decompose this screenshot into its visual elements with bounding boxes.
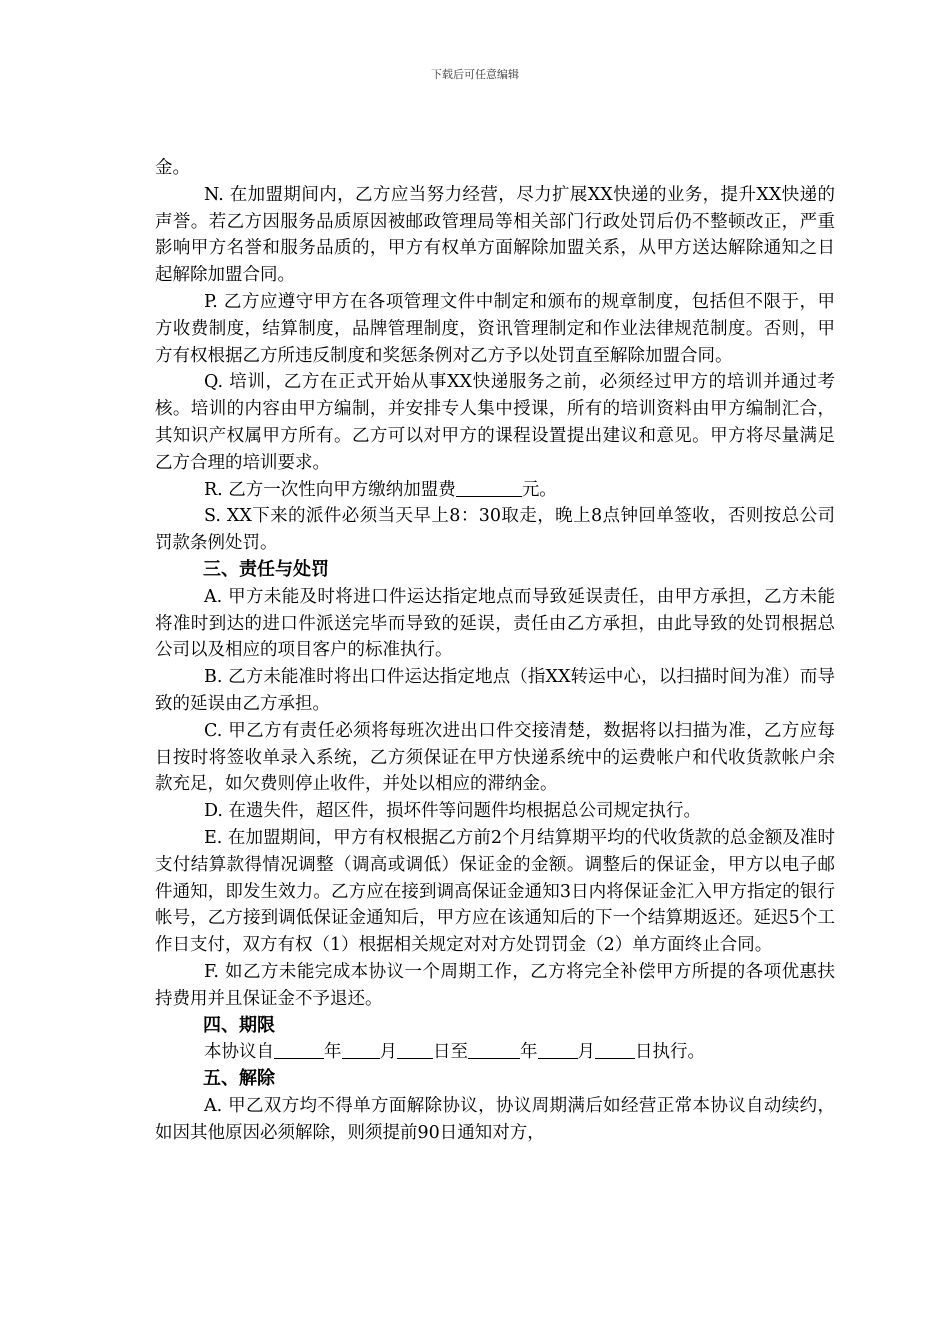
term-text-year2: 年: [520, 1042, 538, 1063]
fee-blank[interactable]: [456, 478, 522, 497]
end-month-blank[interactable]: [538, 1041, 578, 1060]
term-text-start: 本协议自: [204, 1042, 274, 1063]
start-year-blank[interactable]: [274, 1041, 324, 1060]
clause-p: P. 乙方应遵守甲方在各项管理文件中制定和颁布的规章制度，包括但不限于，甲方收费制度，结算制度，品牌管理制度，资讯管理制定和作业法律规范制度。否则，甲方有权根据乙方所违反制度和奖惩条例对乙方予以处罚直至解除加盟合同。: [155, 291, 835, 366]
clause-3d: D. 在遗失件，超区件，损坏件等问题件均根据总公司规定执行。: [204, 801, 702, 822]
term-line: [155, 1039, 835, 1066]
term-text-month: 月: [379, 1042, 397, 1063]
clause-s: S. XX下来的派件必须当天早上8：30取走，晚上8点钟回单签收，否则按总公司罚款条例处罚。: [155, 506, 835, 554]
clause-q: Q. 培训，乙方在正式开始从事XX快递服务之前，必须经过甲方的培训并通过考核。培训的内容由甲方编制，并安排专人集中授课，所有的培训资料由甲方编制汇合，其知识产权属甲方所有。乙方可以对甲方的课程设置提出建议和意见。甲方将尽量满足乙方合理的培训要求。: [155, 372, 835, 473]
section-heading-liability: 三、责任与处罚: [203, 558, 329, 580]
start-month-blank[interactable]: [342, 1041, 380, 1060]
clause-r: [155, 477, 835, 504]
end-year-blank[interactable]: [468, 1041, 520, 1060]
clause-3c: C. 甲乙方有责任必须将每班次进出口件交接清楚，数据将以扫描为准，乙方应每日按时将签收单录入系统，乙方须保证在甲方快递系统中的运费帐户和代收货款帐户余款充足，如欠费则停止收件，并处以相应的滞纳金。: [155, 720, 835, 795]
page-header: 下载后可任意编辑: [431, 68, 519, 81]
term-text-day-to: 日至: [433, 1042, 468, 1063]
clause-3b: B. 乙方未能准时将出口件运达指定地点（指XX转运中心，以扫描时间为准）而导致的延误由乙方承担。: [155, 667, 835, 714]
term-text-end: 日执行。: [635, 1042, 705, 1063]
clause-n: N. 在加盟期间内，乙方应当努力经营，尽力扩展XX快递的业务，提升XX快递的声誉。若乙方因服务品质原因被邮政管理局等相关部门行政处罚后仍不整顿改正，严重影响甲方名誉和服务品质的，甲方有权单方面解除加盟关系，从甲方送达解除通知之日起解除加盟合同。: [155, 184, 835, 286]
clause-3a: A. 甲方未能及时将进口件运达指定地点而导致延误责任，由甲方承担，乙方未能将准时到达的进口件派送完毕而导致的延误，责任由乙方承担，由此导致的处罚根据总公司以及相应的项目客户的标准执行。: [155, 586, 835, 661]
clause-3f: F. 如乙方未能完成本协议一个周期工作，乙方将完全补偿甲方所提的各项优惠扶持费用并且保证金不予退还。: [155, 961, 835, 1009]
clause-3e: E. 在加盟期间，甲方有权根据乙方前2个月结算期平均的代收货款的总金额及准时支付结算款得情况调整（调高或调低）保证金的金额。调整后的保证金，甲方以电子邮件通知，即发生效力。乙方应在接到调高保证金通知3日内将保证金汇入甲方指定的银行帐号，乙方接到调低保证金通知后，甲方应在该通知后的下一个结算期返还。延迟5个工作日支付，双方有权（1）根据相关规定对对方处罚罚金（2）单方面终止合同。: [155, 827, 835, 956]
start-day-blank[interactable]: [397, 1041, 433, 1060]
paragraph-continuation: 金。: [155, 158, 190, 178]
document-body: [155, 155, 835, 1146]
section-heading-termination: 五、解除: [203, 1068, 275, 1090]
section-heading-term: 四、期限: [203, 1014, 275, 1036]
term-text-month2: 月: [577, 1042, 595, 1063]
clause-5a: A. 甲乙双方均不得单方面解除协议，协议周期满后如经营正常本协议自动续约，如因其他原因必须解除，则须提前90日通知对方，: [155, 1095, 835, 1143]
term-text-year: 年: [324, 1042, 342, 1063]
clause-r-text: R. 乙方一次性向甲方缴纳加盟费: [204, 479, 456, 500]
clause-r-unit: 元。: [521, 479, 557, 500]
end-day-blank[interactable]: [595, 1041, 635, 1060]
